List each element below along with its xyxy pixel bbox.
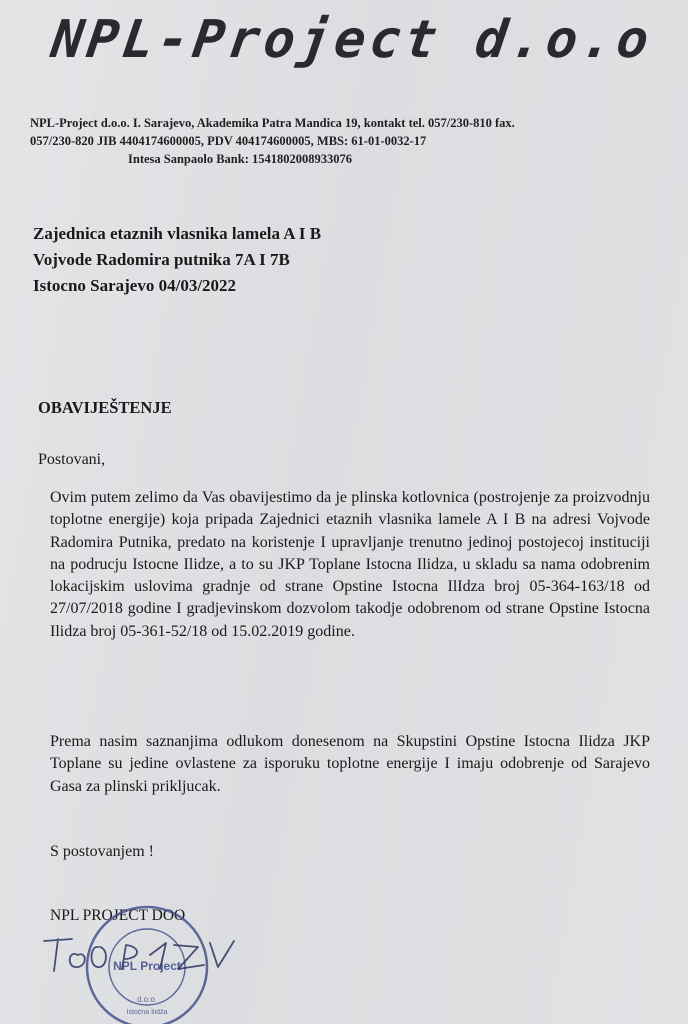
stamp-bottom-text: Istočna Ilidža — [126, 1009, 168, 1016]
closing: S postovanjem ! — [50, 843, 154, 860]
recipient-line-2: Vojvode Radomira putnika 7A I 7B — [33, 250, 290, 269]
stamp-lower-text: d.o.o. — [136, 995, 158, 1004]
stamp-center-text: NPL Project — [113, 959, 181, 973]
letter-heading: OBAVIJEŠTENJE — [38, 398, 172, 417]
paragraph-1: Ovim putem zelimo da Vas obavijestimo da je plinska kotlovnica (postrojenje za proizvodnju toplotne energije) koja pripada Zajednici etaznih vlasnika lamele A I B na adresi Vojvode Radomira Putnika, predato na koristenje I upravljanje trenutno jedinoj postojecoj instituciji na podrucju Istocne Ilidze, a to su JKP Toplane Istocna Ilidza, u skladu sa nama odobrenim lokacijskim uslovima gradnje od strane Opstine Istocna IlIdza broj 05-364-163/18 od 27/07/2018 godine I gradjevinskom dozvolom takodje odobrenom od strane Opstine Istocna Ilidza broj 05-361-52/18 od 15.02.2019 godine. — [50, 489, 650, 640]
handwritten-signature — [38, 925, 238, 985]
paragraph-2: Prema nasim saznanjima odlukom donesenom na Skupstini Opstine Istocna Ilidza JKP Toplane su jedine ovlastene za isporuku toplotne energije I imaju odobrenje od Sarajevo Gasa za plinski prikljucak. — [50, 733, 650, 795]
recipient-date-line: Istocno Sarajevo 04/03/2022 — [33, 276, 237, 295]
letterhead-line-3: Intesa Sanpaolo Bank: 1541802008933076 — [128, 152, 352, 166]
company-logo: NPL-Project d.o.o — [47, 10, 657, 70]
letterhead-line-1: NPL-Project d.o.o. I. Sarajevo, Akademika Patra Mandica 19, kontakt tel. 057/230-810 fax. — [30, 116, 515, 130]
company-name: NPL PROJECT DOO — [50, 907, 186, 924]
letterhead-line-2: 057/230-820 JIB 4404174600005, PDV 404174600005, MBS: 61-01-0032-17 — [30, 134, 427, 148]
greeting: Postovani, — [38, 451, 106, 468]
recipient-line-1: Zajednica etaznih vlasnika lamela A I B — [33, 224, 322, 243]
